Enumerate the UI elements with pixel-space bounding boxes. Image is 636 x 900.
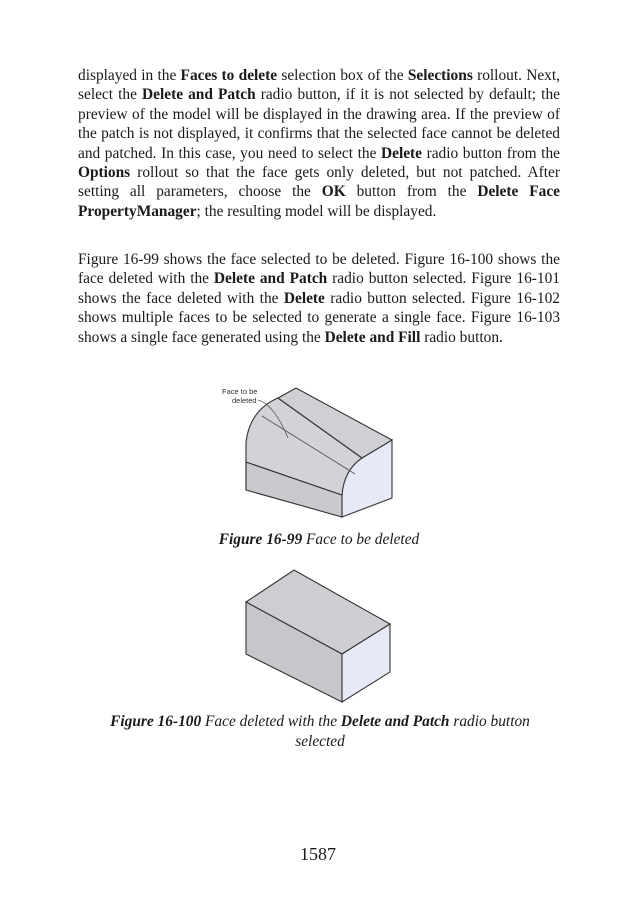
text-run: selection box of the xyxy=(277,67,408,84)
bold-text-run: Figure 16-99 xyxy=(218,531,303,548)
bold-text-run: Delete xyxy=(283,289,325,307)
box-block-illustration xyxy=(240,568,400,703)
bold-text-run: Delete xyxy=(381,144,423,162)
text-run: radio button selected xyxy=(295,713,530,750)
figure-16-100 xyxy=(240,568,400,703)
text-run: ; the resulting model will be displayed. xyxy=(196,202,437,220)
text-run: radio button selected. Figure 16-101 shows the face deleted with the xyxy=(78,270,560,307)
bold-text-run: OK xyxy=(321,183,346,201)
figure-16-100-caption xyxy=(90,712,550,752)
text-run: radio button selected. Figure 16-102 shows multiple faces to be selected to generate a single face. Figure 16-103 shows a single face generated using the xyxy=(78,289,561,346)
bold-text-run: Delete and Patch xyxy=(142,86,256,104)
text-run: rollout so that the face gets only deleted, but not patched. After setting all parameters, choose the xyxy=(78,164,560,201)
text-run: displayed in the xyxy=(78,67,181,84)
page-number: 1587 xyxy=(300,844,336,864)
bold-text-run: Delete Face PropertyManager xyxy=(78,183,560,220)
text-run: rollout. Next, select the xyxy=(78,67,560,104)
bold-text-run: Figure 16-100 xyxy=(110,713,202,730)
bold-text-run: Delete and Patch xyxy=(213,270,328,288)
figure-16-99-caption xyxy=(78,530,560,550)
text-run: Face deleted with the xyxy=(201,713,341,730)
callout-label-line1: Face to be xyxy=(222,387,258,396)
figure-16-99 xyxy=(212,380,412,520)
text-run: Face to be deleted xyxy=(302,531,420,548)
callout-label-line2: deleted xyxy=(232,396,257,405)
text-run: radio button from the xyxy=(422,144,560,162)
body-paragraph-2 xyxy=(78,250,560,347)
text-run: Figure 16-99 shows the face selected to be deleted. Figure 16-100 shows the face deleted with the xyxy=(78,251,560,288)
bold-text-run: Delete and Fill xyxy=(324,328,421,346)
bold-text-run: Options xyxy=(78,164,131,182)
bold-text-run: Faces to delete xyxy=(180,67,278,84)
text-run: radio button. xyxy=(420,328,503,346)
bold-text-run: Delete and Patch xyxy=(340,713,450,730)
rounded-block-illustration xyxy=(212,380,412,520)
text-run: button from the xyxy=(345,183,478,201)
text-run: radio button, if it is not selected by default; the preview of the model will be displayed in the drawing area. If the preview of the patch is not displayed, it confirms that the selected face cannot be deleted and patched. In this case, you need to select the xyxy=(78,86,560,162)
bold-text-run: Selections xyxy=(407,67,473,84)
body-paragraph-1 xyxy=(78,66,560,221)
